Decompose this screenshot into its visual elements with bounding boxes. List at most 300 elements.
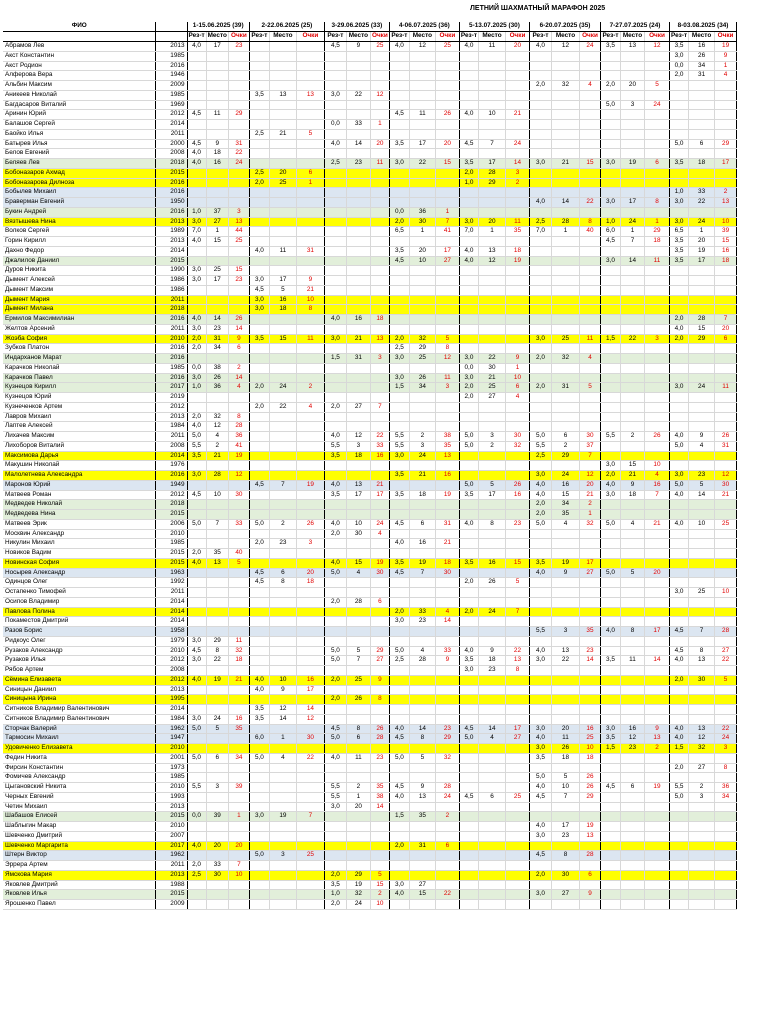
table-row bbox=[3, 763, 737, 773]
result-cell: 5,0 bbox=[324, 734, 346, 744]
table-row bbox=[3, 510, 737, 520]
result-cell bbox=[600, 51, 620, 61]
place-cell bbox=[478, 890, 505, 900]
result-cell: 1,0 bbox=[600, 217, 620, 227]
result-cell bbox=[249, 237, 269, 247]
points-cell bbox=[579, 178, 600, 188]
points-cell bbox=[715, 266, 737, 276]
points-cell: 20 bbox=[296, 568, 324, 578]
result-cell bbox=[187, 597, 206, 607]
place-cell: 11 bbox=[206, 110, 228, 120]
birth-year: 1958 bbox=[155, 627, 187, 637]
result-cell bbox=[187, 607, 206, 617]
points-cell bbox=[644, 324, 669, 334]
points-cell bbox=[296, 695, 324, 705]
place-cell bbox=[269, 461, 296, 471]
player-name: Кузнеченков Артем bbox=[3, 402, 155, 412]
place-cell bbox=[409, 178, 435, 188]
points-cell bbox=[435, 61, 459, 71]
result-cell bbox=[529, 812, 551, 822]
place-cell: 2 bbox=[620, 432, 644, 442]
place-cell bbox=[551, 880, 579, 890]
place-cell: 16 bbox=[269, 295, 296, 305]
place-cell: 18 bbox=[620, 490, 644, 500]
result-cell: 4,0 bbox=[389, 42, 409, 52]
birth-year: 1962 bbox=[155, 724, 187, 734]
result-cell bbox=[600, 822, 620, 832]
place-cell bbox=[478, 207, 505, 217]
points-cell: 4 bbox=[296, 402, 324, 412]
points-cell: 11 bbox=[296, 334, 324, 344]
place-cell bbox=[478, 402, 505, 412]
points-cell bbox=[715, 451, 737, 461]
points-cell bbox=[579, 149, 600, 159]
place-cell: 14 bbox=[551, 198, 579, 208]
result-cell bbox=[249, 861, 269, 871]
place-cell bbox=[206, 695, 228, 705]
place-cell bbox=[409, 305, 435, 315]
place-cell bbox=[269, 724, 296, 734]
birth-year: 2017 bbox=[155, 841, 187, 851]
result-cell bbox=[324, 773, 346, 783]
result-cell bbox=[324, 61, 346, 71]
points-cell: 6 bbox=[644, 159, 669, 169]
points-cell bbox=[505, 773, 529, 783]
result-cell: 4,5 bbox=[389, 734, 409, 744]
place-cell bbox=[346, 539, 370, 549]
place-cell: 28 bbox=[409, 656, 435, 666]
result-cell: 2,0 bbox=[529, 500, 551, 510]
player-name: Балашов Сергей bbox=[3, 120, 155, 130]
result-cell: 3,0 bbox=[187, 471, 206, 481]
points-cell: 41 bbox=[228, 441, 249, 451]
points-cell bbox=[370, 539, 389, 549]
points-cell bbox=[579, 802, 600, 812]
place-cell bbox=[409, 61, 435, 71]
points-cell bbox=[715, 666, 737, 676]
player-name: Никулин Михаил bbox=[3, 539, 155, 549]
points-cell: 16 bbox=[370, 451, 389, 461]
result-cell: 2,0 bbox=[669, 334, 688, 344]
points-cell: 27 bbox=[579, 568, 600, 578]
table-row bbox=[3, 393, 737, 403]
place-cell: 34 bbox=[551, 500, 579, 510]
period-header: 2-22.06.2025 (25) bbox=[249, 22, 324, 32]
place-cell bbox=[409, 675, 435, 685]
result-cell: 2,0 bbox=[669, 71, 688, 81]
place-cell bbox=[620, 841, 644, 851]
points-cell: 7 bbox=[296, 812, 324, 822]
points-cell bbox=[370, 471, 389, 481]
place-cell bbox=[269, 422, 296, 432]
result-cell: 4,0 bbox=[249, 246, 269, 256]
points-cell bbox=[296, 51, 324, 61]
points-cell: 29 bbox=[435, 734, 459, 744]
points-cell bbox=[644, 870, 669, 880]
place-cell: 13 bbox=[409, 792, 435, 802]
result-cell: 4,5 bbox=[324, 42, 346, 52]
result-cell bbox=[459, 861, 478, 871]
place-cell bbox=[551, 129, 579, 139]
result-cell bbox=[600, 422, 620, 432]
points-cell bbox=[296, 900, 324, 910]
result-cell: 5,0 bbox=[669, 441, 688, 451]
place-cell bbox=[478, 129, 505, 139]
result-cell bbox=[324, 588, 346, 598]
player-name: Сёмина Елизавета bbox=[3, 675, 155, 685]
place-cell: 4 bbox=[206, 432, 228, 442]
points-cell bbox=[296, 217, 324, 227]
result-cell bbox=[600, 617, 620, 627]
points-col-header: Очки bbox=[296, 32, 324, 42]
points-cell bbox=[370, 295, 389, 305]
place-cell: 29 bbox=[346, 870, 370, 880]
points-cell: 24 bbox=[505, 139, 529, 149]
points-cell bbox=[505, 266, 529, 276]
result-cell: 3,0 bbox=[324, 334, 346, 344]
result-cell bbox=[669, 149, 688, 159]
points-cell bbox=[370, 831, 389, 841]
points-cell: 21 bbox=[579, 490, 600, 500]
birth-year: 2014 bbox=[155, 451, 187, 461]
result-cell: 4,0 bbox=[459, 246, 478, 256]
points-cell bbox=[579, 295, 600, 305]
points-cell bbox=[715, 773, 737, 783]
player-name: Карачков Николай bbox=[3, 363, 155, 373]
result-cell bbox=[600, 412, 620, 422]
place-cell: 6 bbox=[346, 734, 370, 744]
points-cell: 32 bbox=[435, 753, 459, 763]
points-cell bbox=[435, 675, 459, 685]
place-cell: 5 bbox=[620, 568, 644, 578]
place-col-header: Место bbox=[551, 32, 579, 42]
birth-year: 2019 bbox=[155, 393, 187, 403]
points-cell bbox=[644, 880, 669, 890]
result-cell bbox=[389, 295, 409, 305]
result-cell: 4,0 bbox=[187, 675, 206, 685]
place-cell bbox=[206, 71, 228, 81]
place-cell bbox=[551, 237, 579, 247]
table-row bbox=[3, 753, 737, 763]
place-cell: 26 bbox=[346, 695, 370, 705]
result-cell bbox=[389, 276, 409, 286]
place-cell bbox=[551, 422, 579, 432]
points-cell bbox=[505, 870, 529, 880]
place-cell: 6 bbox=[689, 139, 715, 149]
points-cell: 25 bbox=[370, 42, 389, 52]
result-cell bbox=[669, 110, 688, 120]
birth-year: 2010 bbox=[155, 783, 187, 793]
points-cell bbox=[579, 305, 600, 315]
place-cell: 7 bbox=[689, 627, 715, 637]
points-cell bbox=[296, 198, 324, 208]
birth-year: 2018 bbox=[155, 500, 187, 510]
result-cell: 3,0 bbox=[249, 276, 269, 286]
result-cell bbox=[249, 510, 269, 520]
result-cell: 5,0 bbox=[187, 724, 206, 734]
points-cell: 22 bbox=[715, 656, 737, 666]
place-cell bbox=[269, 217, 296, 227]
points-cell: 1 bbox=[296, 178, 324, 188]
points-cell: 1 bbox=[505, 363, 529, 373]
points-cell bbox=[370, 500, 389, 510]
points-cell: 11 bbox=[228, 636, 249, 646]
points-cell: 39 bbox=[228, 783, 249, 793]
result-cell: 2,0 bbox=[324, 870, 346, 880]
place-cell: 9 bbox=[346, 42, 370, 52]
results-body bbox=[3, 42, 737, 910]
result-cell bbox=[600, 451, 620, 461]
result-cell: 4,0 bbox=[249, 675, 269, 685]
place-cell: 26 bbox=[409, 373, 435, 383]
result-cell bbox=[600, 558, 620, 568]
result-cell bbox=[249, 344, 269, 354]
place-cell bbox=[206, 129, 228, 139]
place-cell: 20 bbox=[346, 802, 370, 812]
place-col-header: Место bbox=[206, 32, 228, 42]
place-cell bbox=[346, 705, 370, 715]
result-cell: 3,0 bbox=[529, 831, 551, 841]
points-cell: 12 bbox=[715, 471, 737, 481]
place-cell bbox=[269, 597, 296, 607]
points-cell: 5 bbox=[505, 578, 529, 588]
points-cell bbox=[644, 266, 669, 276]
place-cell: 3 bbox=[206, 783, 228, 793]
points-cell: 1 bbox=[579, 510, 600, 520]
table-row bbox=[3, 149, 737, 159]
result-cell bbox=[459, 71, 478, 81]
place-cell bbox=[346, 510, 370, 520]
points-cell bbox=[228, 685, 249, 695]
place-cell bbox=[689, 451, 715, 461]
table-row bbox=[3, 237, 737, 247]
points-cell bbox=[715, 812, 737, 822]
points-cell bbox=[505, 714, 529, 724]
points-cell bbox=[644, 246, 669, 256]
place-cell: 14 bbox=[409, 724, 435, 734]
result-cell bbox=[600, 636, 620, 646]
place-cell bbox=[478, 198, 505, 208]
result-cell bbox=[459, 705, 478, 715]
place-cell bbox=[269, 373, 296, 383]
place-cell: 24 bbox=[620, 217, 644, 227]
birth-year: 2016 bbox=[155, 471, 187, 481]
place-cell: 35 bbox=[551, 510, 579, 520]
period-header: 7-27.07.2025 (24) bbox=[600, 22, 669, 32]
points-cell: 1 bbox=[370, 120, 389, 130]
points-cell bbox=[228, 744, 249, 754]
place-cell: 8 bbox=[346, 724, 370, 734]
result-cell: 5,0 bbox=[187, 432, 206, 442]
place-cell: 31 bbox=[409, 841, 435, 851]
points-cell bbox=[715, 207, 737, 217]
points-cell: 35 bbox=[579, 627, 600, 637]
place-cell bbox=[409, 773, 435, 783]
points-cell bbox=[228, 627, 249, 637]
result-cell: 5,0 bbox=[600, 519, 620, 529]
result-cell bbox=[324, 217, 346, 227]
player-name: Карачков Павел bbox=[3, 373, 155, 383]
result-cell: 7,0 bbox=[459, 227, 478, 237]
result-cell bbox=[529, 266, 551, 276]
points-cell bbox=[644, 753, 669, 763]
points-cell bbox=[715, 568, 737, 578]
place-cell bbox=[269, 412, 296, 422]
points-cell bbox=[579, 812, 600, 822]
result-cell bbox=[669, 451, 688, 461]
points-cell bbox=[579, 841, 600, 851]
points-cell bbox=[370, 227, 389, 237]
place-cell bbox=[346, 841, 370, 851]
result-cell: 0,0 bbox=[389, 207, 409, 217]
points-cell: 24 bbox=[715, 734, 737, 744]
points-cell bbox=[228, 61, 249, 71]
result-cell bbox=[669, 178, 688, 188]
result-cell bbox=[249, 558, 269, 568]
result-cell: 2,5 bbox=[529, 217, 551, 227]
place-cell: 20 bbox=[206, 841, 228, 851]
place-cell: 22 bbox=[206, 656, 228, 666]
points-cell bbox=[296, 315, 324, 325]
result-cell bbox=[459, 471, 478, 481]
place-cell bbox=[689, 373, 715, 383]
points-cell: 3 bbox=[715, 744, 737, 754]
place-cell: 5 bbox=[478, 480, 505, 490]
birth-year: 2012 bbox=[155, 490, 187, 500]
result-cell bbox=[669, 100, 688, 110]
result-cell: 4,0 bbox=[529, 734, 551, 744]
birth-year: 2009 bbox=[155, 900, 187, 910]
points-cell: 30 bbox=[505, 432, 529, 442]
points-cell bbox=[228, 461, 249, 471]
place-cell bbox=[620, 510, 644, 520]
points-cell: 27 bbox=[715, 646, 737, 656]
place-cell bbox=[551, 285, 579, 295]
result-cell bbox=[669, 685, 688, 695]
points-cell bbox=[296, 617, 324, 627]
result-cell: 2,0 bbox=[600, 471, 620, 481]
place-cell: 5 bbox=[346, 646, 370, 656]
result-cell bbox=[459, 773, 478, 783]
points-cell bbox=[228, 198, 249, 208]
place-cell bbox=[620, 246, 644, 256]
player-name: Беляев Лев bbox=[3, 159, 155, 169]
result-cell: 3,5 bbox=[249, 334, 269, 344]
place-cell bbox=[620, 412, 644, 422]
result-cell bbox=[529, 705, 551, 715]
place-cell bbox=[551, 402, 579, 412]
place-cell bbox=[478, 861, 505, 871]
result-cell bbox=[669, 373, 688, 383]
result-cell bbox=[459, 344, 478, 354]
points-cell bbox=[579, 597, 600, 607]
result-cell bbox=[249, 471, 269, 481]
points-cell bbox=[505, 237, 529, 247]
points-cell bbox=[579, 51, 600, 61]
points-cell bbox=[228, 822, 249, 832]
birth-year: 2015 bbox=[155, 558, 187, 568]
place-cell bbox=[620, 900, 644, 910]
table-row bbox=[3, 315, 737, 325]
player-name: Белов Евгений bbox=[3, 149, 155, 159]
points-cell: 19 bbox=[715, 42, 737, 52]
result-cell: 2,0 bbox=[187, 334, 206, 344]
place-cell bbox=[269, 344, 296, 354]
result-cell bbox=[187, 627, 206, 637]
place-cell bbox=[478, 870, 505, 880]
place-cell: 21 bbox=[269, 129, 296, 139]
place-cell: 18 bbox=[689, 159, 715, 169]
result-cell: 5,5 bbox=[389, 441, 409, 451]
place-cell: 3 bbox=[551, 627, 579, 637]
result-cell bbox=[669, 753, 688, 763]
points-cell: 34 bbox=[228, 753, 249, 763]
place-cell bbox=[689, 607, 715, 617]
points-cell bbox=[370, 841, 389, 851]
points-cell: 28 bbox=[435, 783, 459, 793]
birth-year: 2016 bbox=[155, 344, 187, 354]
result-cell: 5,0 bbox=[529, 432, 551, 442]
points-cell: 3 bbox=[505, 168, 529, 178]
place-cell bbox=[269, 120, 296, 130]
points-cell: 7 bbox=[579, 451, 600, 461]
points-cell bbox=[579, 705, 600, 715]
player-name: Дымент Милана bbox=[3, 305, 155, 315]
place-cell bbox=[551, 266, 579, 276]
points-cell: 31 bbox=[296, 246, 324, 256]
result-cell bbox=[529, 607, 551, 617]
place-cell bbox=[206, 510, 228, 520]
points-cell: 3 bbox=[644, 334, 669, 344]
result-cell bbox=[600, 900, 620, 910]
place-cell bbox=[620, 266, 644, 276]
place-cell bbox=[206, 256, 228, 266]
points-cell bbox=[644, 61, 669, 71]
points-cell bbox=[296, 636, 324, 646]
points-cell bbox=[296, 71, 324, 81]
place-cell: 13 bbox=[689, 724, 715, 734]
result-cell bbox=[187, 480, 206, 490]
points-col-header: Очки bbox=[715, 32, 737, 42]
place-cell bbox=[206, 578, 228, 588]
points-cell: 15 bbox=[505, 558, 529, 568]
result-cell: 4,5 bbox=[324, 724, 346, 734]
place-cell: 3 bbox=[478, 432, 505, 442]
points-cell bbox=[228, 120, 249, 130]
result-cell: 4,5 bbox=[249, 285, 269, 295]
points-cell: 17 bbox=[644, 627, 669, 637]
result-cell bbox=[459, 149, 478, 159]
table-row bbox=[3, 246, 737, 256]
result-cell bbox=[600, 373, 620, 383]
result-cell bbox=[529, 139, 551, 149]
points-cell bbox=[370, 71, 389, 81]
birth-year: 2011 bbox=[155, 324, 187, 334]
result-cell bbox=[459, 539, 478, 549]
points-cell: 33 bbox=[228, 519, 249, 529]
points-cell bbox=[296, 344, 324, 354]
place-cell bbox=[620, 149, 644, 159]
place-cell bbox=[478, 305, 505, 315]
points-cell bbox=[228, 666, 249, 676]
points-cell bbox=[715, 422, 737, 432]
points-cell bbox=[505, 763, 529, 773]
result-cell bbox=[600, 354, 620, 364]
place-cell bbox=[689, 870, 715, 880]
points-cell bbox=[435, 315, 459, 325]
place-cell bbox=[551, 705, 579, 715]
player-name: Фирсин Константин bbox=[3, 763, 155, 773]
